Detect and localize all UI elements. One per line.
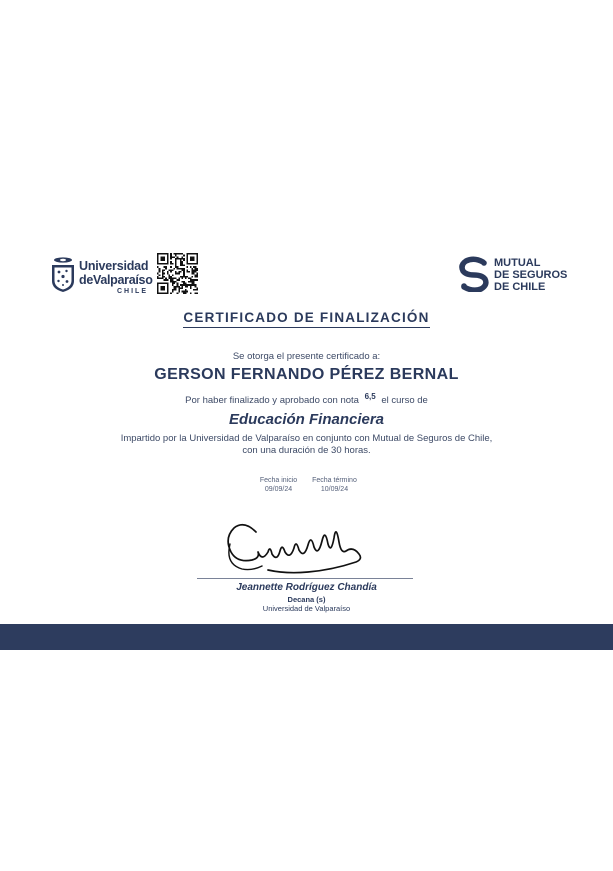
- footer-band: [0, 624, 613, 650]
- mutual-logo: [458, 256, 588, 296]
- qr-code[interactable]: [157, 253, 198, 294]
- university-logo: [50, 255, 155, 299]
- signature-line: [197, 578, 413, 579]
- mutual-name-line2: DE SEGUROS: [494, 269, 568, 281]
- end-date-label: Fecha término: [312, 477, 357, 484]
- dates-block: [0, 476, 613, 494]
- university-country: CHILE: [117, 288, 148, 295]
- intro-text: Se otorga el presente certificado a:: [232, 351, 381, 362]
- start-date: [252, 476, 306, 494]
- mutual-name-line3: DE CHILE: [494, 281, 546, 293]
- signer-organization: Universidad de Valparaíso: [262, 604, 351, 613]
- grade-suffix: el curso de: [381, 395, 428, 406]
- university-shield-icon: [50, 257, 76, 293]
- grade-line: [0, 392, 613, 406]
- start-date-label: Fecha inicio: [259, 477, 298, 484]
- university-name-line1: Universidad: [79, 259, 149, 273]
- mutual-name: [494, 257, 567, 293]
- university-name-line2: deValparaíso: [79, 273, 153, 287]
- certificate-title-wrap: [0, 309, 613, 327]
- grade-prefix: Por haber finalizado y aprobado con nota: [185, 395, 359, 406]
- start-date-value: 09/09/24: [264, 486, 293, 493]
- description-line1: Impartido por la Universidad de Valparaíso en conjunto con Mutual de Seguros de Chile,: [120, 433, 493, 444]
- signer-role: Decana (s): [287, 595, 326, 604]
- signer-name: Jeannette Rodríguez Chandía: [236, 582, 377, 593]
- recipient-name: GERSON FERNANDO PÉREZ BERNAL: [154, 366, 459, 383]
- description-line2: con una duración de 30 horas.: [242, 445, 371, 456]
- certificate-title: CERTIFICADO DE FINALIZACIÓN: [183, 310, 429, 328]
- end-date-value: 10/09/24: [320, 486, 349, 493]
- course-name: Educación Financiera: [228, 411, 385, 428]
- mutual-name-line1: MUTUAL: [494, 257, 541, 269]
- mutual-s-icon: [458, 256, 490, 292]
- grade-value: 6,5: [364, 392, 376, 401]
- end-date: [307, 476, 361, 494]
